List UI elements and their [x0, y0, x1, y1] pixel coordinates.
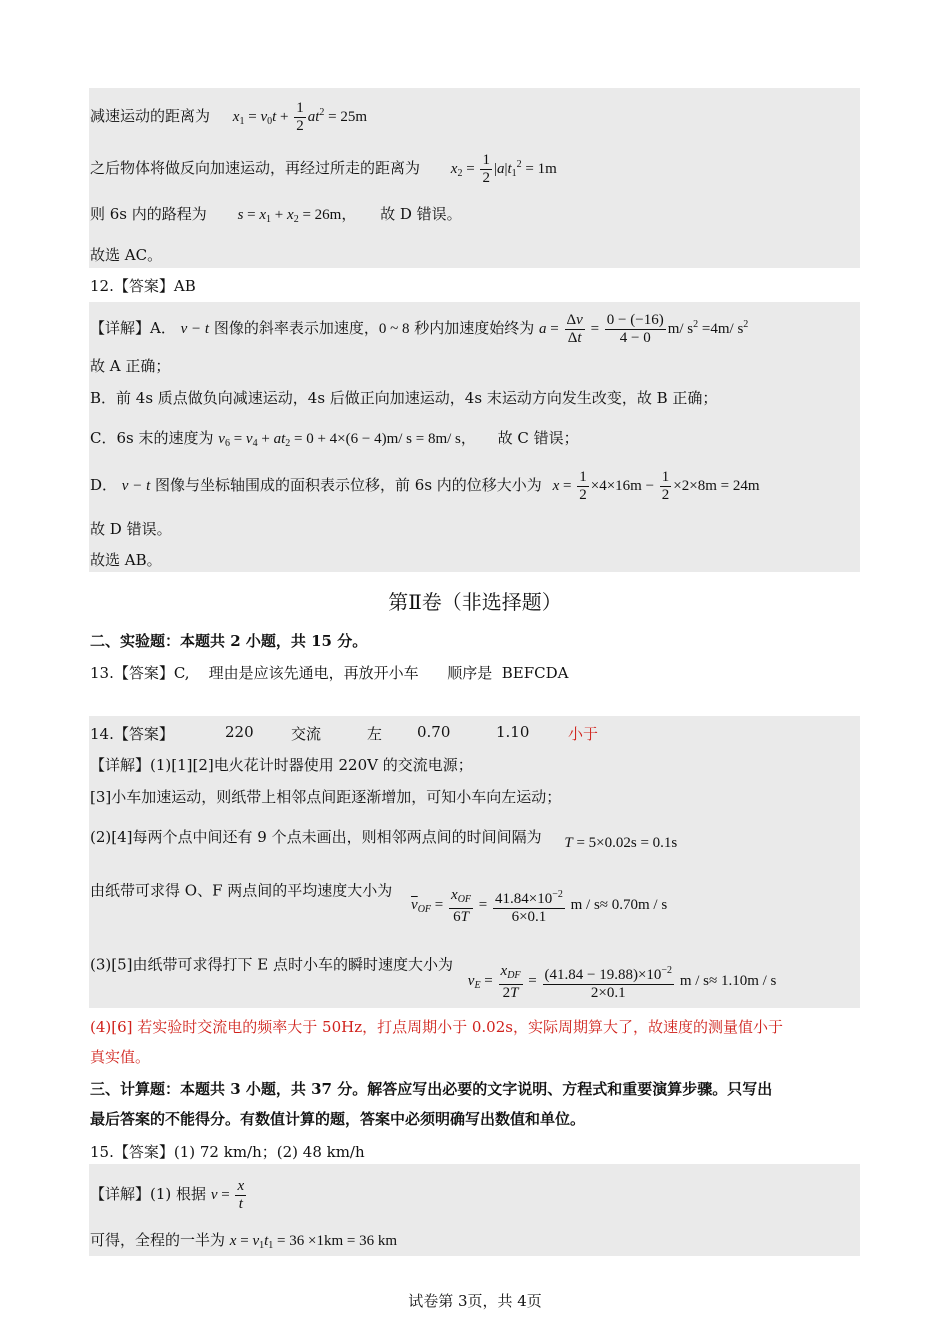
q14-line3: [90, 826, 678, 851]
q14-line1: 【详解】(1)[1][2]电火花计时器使用 220V 的交流电源；: [90, 756, 473, 774]
q14-answer-row: [90, 723, 850, 743]
q11-line1-text: 减速运动的距离为: [90, 106, 211, 125]
q15-line2-text: 可得，全程的一半为: [90, 1231, 226, 1249]
q15-line2-formula: $x = v_1t_1 = 36 \times 1km = 36$ km: [229, 1233, 397, 1251]
q14-line3-text: (2)[4]每两个点中间还有 9 个点未画出，则相邻两点间的时间间隔为: [90, 828, 542, 846]
q11-line3-text: 则 6s 内的路程为: [90, 205, 207, 223]
q12-c-formula: $v_6 = v_4 + at_2 = 0 + 4\times(6 - 4)m/$ s = 8m/ s，: [218, 431, 480, 449]
q15-line1-formula: v = $\frac{x}{t}$: [210, 1178, 245, 1212]
q14-answer-2: 交流: [291, 725, 322, 743]
q12-option-d: [90, 469, 760, 504]
q11-line2-text: 之后物体将做反向加速运动，再经过所走的距离为: [90, 158, 421, 177]
q14-line4-formula: $\overline{v}_{OF}$ = $\frac{x_{OF}}{6T}$ = $\frac{41.84\times 10^{-2}}{6\times 0.1}$ m / s≈ 0.70m / s: [411, 886, 668, 925]
q11-line3-tail: 故 D 错误。: [380, 205, 462, 223]
q12-a-text: 【详解】A． v − t 图像的斜率表示加速度，0 ~ 8 秒内加速度始终为: [90, 318, 535, 337]
q15-line1: [90, 1178, 248, 1213]
q12-option-a: [90, 312, 748, 347]
q12-answer: 12.【答案】AB: [90, 277, 196, 295]
q12-d-formula: x = $\frac{1}{2}$ ×4×16m − $\frac{1}{2}$ ×2×8m = 24m: [552, 469, 760, 503]
q14-answer-3: 左: [367, 725, 383, 743]
q13-answer: 13.【答案】C, 理由是应该先通电，再放开小车 顺序是 BEFCDA: [90, 664, 569, 682]
part2-title: 第Ⅱ卷（非选择题）: [388, 590, 562, 614]
q14-line7: 真实值。: [90, 1048, 151, 1066]
q14-line5-formula: $v_E$ = $\frac{x_{DF}}{2T}$ = $\frac{(41.84 - 19.88)\times 10^{-2}}{2\times 0.1}$ m / s≈ 1.10m / s: [467, 962, 777, 1001]
q14-line4: [90, 872, 668, 925]
q12-d-tail: 故 D 错误。: [90, 520, 172, 538]
q11-line3: [90, 203, 462, 225]
q14-answer-4: 0.70: [417, 723, 451, 741]
q14-line2: [3]小车加速运动，则纸带上相邻点间距逐渐增加，可知小车向左运动；: [90, 788, 562, 806]
q12-d-text: D． v − t 图像与坐标轴围成的面积表示位移，前 6s 内的位移大小为: [90, 475, 542, 494]
q11-line4: 故选 AC。: [90, 246, 163, 264]
q12-final: 故选 AB。: [90, 551, 162, 569]
q14-line6: (4)[6] 若实验时交流电的频率大于 50Hz，打点周期小于 0.02s，实际周期算大了，故速度的测量值小于: [90, 1018, 783, 1036]
q12-a-tail: 故 A 正确；: [90, 357, 171, 375]
section3-heading-line1: 三、计算题：本题共 3 小题，共 37 分。解答应写出必要的文字说明、方程式和重要演算步骤。只写出: [90, 1080, 773, 1098]
q14-line4-text: 由纸带可求得 O、F 两点间的平均速度大小为: [90, 881, 393, 900]
q11-line1-formula: $x_1 = v_0t$ + $\frac{1}{2}$ $at^2 = 25m$: [232, 100, 368, 134]
q14-label: 14.【答案】: [90, 725, 174, 743]
q11-line2: [90, 152, 557, 187]
q12-option-b: B．前 4s 质点做负向减速运动，4s 后做正向加速运动，4s 末运动方向发生改变，故 B 正确；: [90, 389, 718, 407]
q12-c-tail: 故 C 错误；: [497, 429, 579, 447]
q11-line2-formula: $x_2$ = $\frac{1}{2}$ $|a|t_1^2 = 1m$: [450, 152, 557, 186]
section2-heading: 二、实验题：本题共 2 小题，共 15 分。: [90, 632, 368, 650]
q12-c-text: C．6s 末的速度为: [90, 429, 214, 447]
q15-answer: 15.【答案】(1) 72 km/h；(2) 48 km/h: [90, 1143, 365, 1161]
q15-line2: [90, 1229, 397, 1251]
q14-answer-1: 220: [225, 723, 254, 741]
section3-heading-line2: 最后答案的不能得分。有数值计算的题，答案中必须明确写出数值和单位。: [90, 1110, 586, 1128]
q12-option-c: [90, 427, 579, 449]
q12-a-formula: a = $\frac{\Delta v}{\Delta t}$ = $\frac{0 - (-16)}{4 - 0}$ m/ $s^2 =4m/$ $s^2$: [539, 312, 749, 346]
q14-line3-formula: T = 5×0.02s = 0.1s: [564, 835, 678, 851]
q11-line3-formula: $s = x_1 + x_2 = 26m$，: [237, 207, 361, 225]
q11-line1: [90, 100, 367, 135]
q14-answer-6: 小于: [568, 725, 599, 743]
q14-line5: [90, 946, 777, 1001]
page-footer: 试卷第 3页，共 4页: [408, 1292, 542, 1310]
q14-line5-text: (3)[5]由纸带可求得打下 E 点时小车的瞬时速度大小为: [90, 955, 453, 974]
q15-line1-text: 【详解】(1) 根据: [90, 1184, 207, 1203]
q14-answer-5: 1.10: [496, 723, 530, 741]
